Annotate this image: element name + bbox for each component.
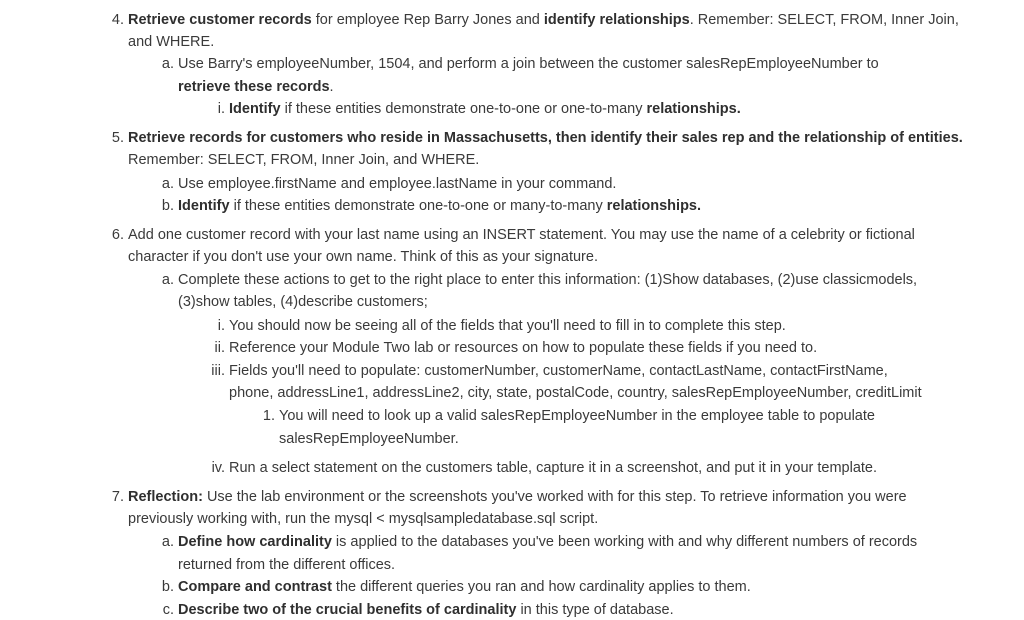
text-run: is applied to the databases you've been working with and why different numbers of records [331,534,918,550]
bold-text: Identify [178,198,230,214]
text-run: salesRepEmployeeNumber. [279,431,459,447]
list-marker: iv. [211,460,225,476]
bold-text: Retrieve records for customers who reside in Massachusetts, then identify their sales rep and the relationship of entities. [128,130,963,146]
list-marker: 4. [111,12,124,28]
text-run: Use the lab environment or the screenshots you've worked with for this step. To retrieve information you were [202,489,907,505]
text-run: You should now be seeing all of the fields that you'll need to fill in to complete this step. [229,318,786,334]
subitem-line [229,383,922,403]
list-marker: a. [161,56,174,72]
list-item-line [128,487,907,507]
subitem-line [229,458,877,478]
list-marker: 5. [111,130,124,146]
list-marker: iii. [211,363,225,379]
list-marker: 1. [262,408,275,424]
subitem-line [229,316,786,336]
subitem-line [178,174,616,194]
subitem-line [178,292,428,312]
text-run: Complete these actions to get to the right place to enter this information: (1)Show databases, (2)use classicmodels, [178,272,918,288]
list-marker: i. [217,318,225,334]
text-run: Fields you'll need to populate: customerNumber, customerName, contactLastName, contactFirstName, [229,363,888,379]
subitem-line [178,270,917,290]
text-run: . [329,79,334,95]
list-marker: b. [161,198,174,214]
subitem-line [178,577,751,597]
bold-text: retrieve these records [178,79,330,95]
text-run: previously working with, run the mysql < mysqlsampledatabase.sql script. [128,511,599,527]
text-run: character if you don't use your own name. Think of this as your signature. [128,249,598,265]
bold-text: relationships. [606,198,702,214]
text-run: . Remember: SELECT, FROM, Inner Join, [689,12,959,28]
list-item-line [128,32,214,52]
subitem-line [178,555,395,575]
bold-text: Define how cardinality [178,534,332,550]
text-run: Run a select statement on the customers table, capture it in a screenshot, and put it in your template. [229,460,878,476]
list-marker: a. [161,534,174,550]
text-run: Remember: SELECT, FROM, Inner Join, and WHERE. [128,152,480,168]
bold-text: Reflection: [128,489,203,505]
text-run: if these entities demonstrate one-to-one or one-to-many [280,101,647,117]
list-item-line [128,225,915,245]
text-run: Use employee.firstName and employee.lastName in your command. [178,176,617,192]
bold-text: relationships. [646,101,741,117]
bold-text: Describe two of the crucial benefits of cardinality [178,602,517,618]
list-item-line [128,509,598,529]
bold-text: identify relationships [543,12,690,28]
text-run: for employee Rep Barry Jones and [311,12,544,28]
list-marker: 7. [111,489,124,505]
list-marker: 6. [111,227,124,243]
subitem-line [229,361,888,381]
subitem-line [229,99,741,119]
text-run: the different queries you ran and how cardinality applies to them. [331,579,751,595]
subitem-line [178,77,334,97]
list-marker: c. [162,602,174,618]
list-marker: ii. [214,340,225,356]
list-marker: a. [161,176,174,192]
text-run: and WHERE. [128,34,215,50]
text-run: phone, addressLine1, addressLine2, city, state, postalCode, country, salesRepEmployeeNumber, creditLimit [229,385,922,401]
text-run: returned from the different offices. [178,557,396,573]
subitem-line [178,54,879,74]
list-marker: i. [217,101,225,117]
text-run: Reference your Module Two lab or resources on how to populate these fields if you need to. [229,340,818,356]
text-run: in this type of database. [516,602,674,618]
text-run: Add one customer record with your last name using an INSERT statement. You may use the name of a celebrity or fictional [128,227,915,243]
bold-text: Retrieve customer records [128,12,312,28]
list-item-line [128,150,479,170]
subitem-line [178,600,674,620]
bold-text: Compare and contrast [178,579,332,595]
list-item-line [128,128,963,148]
text-run: Use Barry's employeeNumber, 1504, and perform a join between the customer salesRepEmployeeNumber to [178,56,879,72]
list-item-line [128,247,598,267]
text-run: (3)show tables, (4)describe customers; [178,294,428,310]
subitem-line [279,406,875,426]
bold-text: Identify [229,101,281,117]
text-run: You will need to look up a valid salesRepEmployeeNumber in the employee table to populate [279,408,875,424]
list-marker: b. [161,579,174,595]
subitem-line [229,338,817,358]
list-item-line [128,10,959,30]
subitem-line [279,429,459,449]
subitem-line [178,532,917,552]
list-marker: a. [161,272,174,288]
text-run: if these entities demonstrate one-to-one or many-to-many [229,198,607,214]
subitem-line [178,196,701,216]
